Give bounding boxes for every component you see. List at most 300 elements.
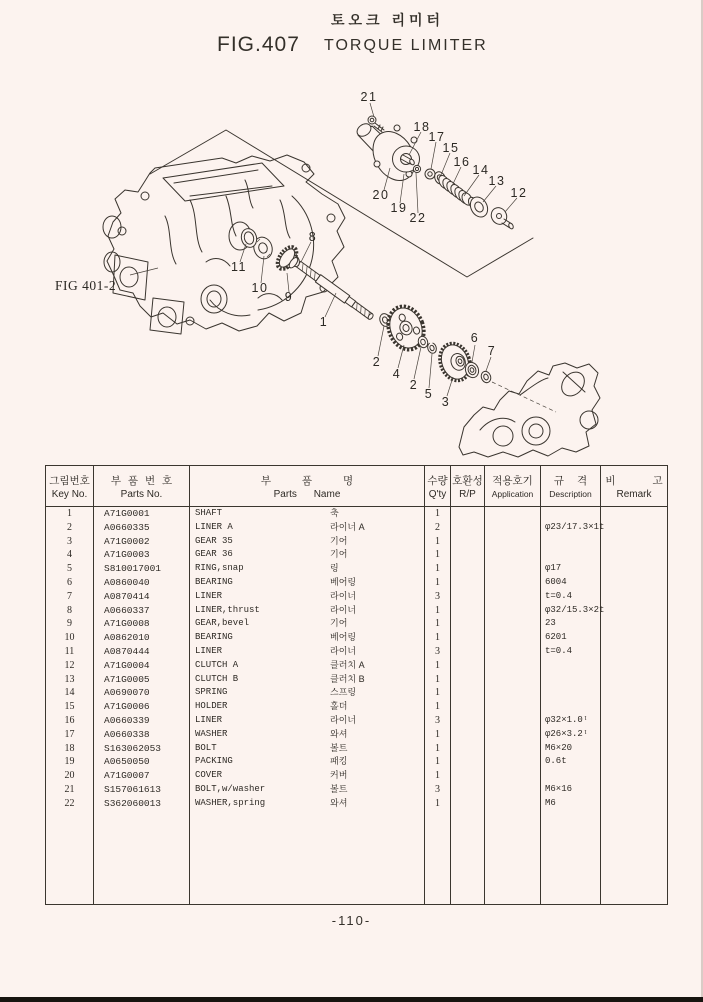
cell-remark [601,769,667,783]
crankcase-fragment-right [459,363,600,457]
cell-application [485,797,541,811]
header-application [485,466,541,506]
parts-table-body [46,507,667,811]
part-name-korean: 와셔 [330,728,348,739]
cell-rp [451,631,485,645]
cell-parts-name [190,562,425,576]
part-name-english: LINER,thrust [195,604,260,615]
cell-qty: 1 [425,755,451,769]
cell-rp [451,700,485,714]
cell-key-no: 18 [46,742,94,756]
cell-description: φ26×3.2ᵗ [541,728,601,742]
part-name-english: SHAFT [195,508,223,518]
cell-application [485,742,541,756]
callout-1: 1 [319,315,329,329]
cell-description: φ17 [541,562,601,576]
header-description [541,466,601,506]
cell-qty: 1 [425,686,451,700]
washer-part22 [413,165,420,172]
header-parts-name-english: Parts Name [273,488,341,500]
cell-application [485,700,541,714]
header-parts-name [190,466,425,506]
cell-remark [601,507,667,521]
cell-parts-name [190,617,425,631]
header-application-english: Application [491,489,534,499]
cell-remark [601,617,667,631]
part-name-korean: 홀더 [330,701,348,712]
part-name-english: LINER [195,645,223,656]
cell-description [541,673,601,687]
callout-10: 10 [251,281,269,295]
callout-13: 13 [488,174,506,188]
cell-parts-name [190,797,425,811]
cell-description: 0.6t [541,755,601,769]
cell-description: t=0.4 [541,590,601,604]
cell-qty: 3 [425,590,451,604]
cell-key-no: 15 [46,700,94,714]
header-description-english: Description [549,489,592,499]
cell-application [485,507,541,521]
header-key-no-korean: 그림번호 [49,474,90,487]
cell-description [541,686,601,700]
header-remark-korean: 비 고 [605,474,663,487]
cell-application [485,576,541,590]
cell-key-no: 12 [46,659,94,673]
part-name-english: WASHER [195,728,228,739]
cell-parts-name [190,755,425,769]
cell-part-no: A71G0007 [94,769,190,783]
cell-remark [601,631,667,645]
cell-rp [451,742,485,756]
cell-rp [451,521,485,535]
table-row [46,673,667,687]
header-qty-korean: 수량 [427,474,448,487]
part-name-korean: 와셔 [330,797,348,808]
cell-part-no: A71G0004 [94,659,190,673]
table-row [46,535,667,549]
cell-description: φ32/15.3×2t [541,604,601,618]
table-row [46,548,667,562]
cell-remark [601,604,667,618]
table-row [46,590,667,604]
cell-key-no: 20 [46,769,94,783]
cell-rp [451,548,485,562]
callout-16: 16 [453,155,471,169]
part-name-english: CLUTCH A [195,659,239,670]
cell-qty: 1 [425,700,451,714]
cell-application [485,535,541,549]
cell-application [485,631,541,645]
parts-table [45,465,668,905]
callout-15: 15 [442,141,460,155]
header-remark-english: Remark [616,488,652,500]
cell-key-no: 4 [46,548,94,562]
cell-application [485,755,541,769]
cell-application [485,590,541,604]
part-name-korean: 볼트 [330,783,348,794]
cell-parts-name [190,631,425,645]
cell-part-no: A0660335 [94,521,190,535]
cell-application [485,548,541,562]
header-rp-korean: 호환성 [452,474,483,487]
cell-rp [451,686,485,700]
cell-key-no: 9 [46,617,94,631]
cell-application [485,604,541,618]
cell-parts-name [190,521,425,535]
cell-rp [451,755,485,769]
cell-parts-name [190,742,425,756]
part-name-english: BEARING [195,632,233,643]
cell-application [485,769,541,783]
cell-key-no: 2 [46,521,94,535]
clutch-part12 [488,205,514,230]
header-qty-english: Q'ty [428,488,447,500]
page-number: -110- [331,913,372,928]
cell-qty: 1 [425,535,451,549]
cell-part-no: A71G0006 [94,700,190,714]
cell-application [485,659,541,673]
figure-reference-label: FIG 401-2 [55,278,117,293]
cell-remark [601,714,667,728]
cell-rp [451,604,485,618]
cell-remark [601,673,667,687]
cell-application [485,728,541,742]
part-name-korean: 클러치 B [330,673,365,684]
table-row [46,742,667,756]
cell-part-no: A0870444 [94,645,190,659]
callout-2b: 2 [409,378,419,392]
part-name-english: SPRING [195,687,228,698]
cell-rp [451,728,485,742]
cell-qty: 1 [425,631,451,645]
cell-application [485,686,541,700]
cell-remark [601,755,667,769]
part-name-korean: 라이너 [330,604,357,615]
table-row [46,576,667,590]
part-name-korean: 기어 [330,535,348,546]
part-name-korean: 축 [330,508,339,518]
gear-part3 [435,339,475,385]
callout-14: 14 [472,163,490,177]
cell-description: φ23/17.3×1t [541,521,601,535]
part-name-korean: 베어링 [330,632,357,643]
cell-description [541,769,601,783]
table-row [46,728,667,742]
cell-remark [601,645,667,659]
cell-part-no: A71G0001 [94,507,190,521]
cell-qty: 1 [425,576,451,590]
header-application-korean: 적용호기 [492,475,533,487]
cell-remark [601,659,667,673]
cell-qty: 3 [425,783,451,797]
cell-parts-name [190,728,425,742]
callout-22: 22 [409,211,427,225]
table-row [46,783,667,797]
header-parts-no-korean: 부 품 번 호 [110,474,173,487]
callout-7: 7 [487,344,497,358]
header-parts-no [94,466,190,506]
part-name-korean: 기어 [330,549,348,560]
cell-parts-name [190,507,425,521]
cell-key-no: 10 [46,631,94,645]
cell-part-no: A71G0002 [94,535,190,549]
cell-parts-name [190,548,425,562]
cell-description: t=0.4 [541,645,601,659]
cell-key-no: 22 [46,797,94,811]
table-row [46,659,667,673]
table-row [46,562,667,576]
part-name-english: COVER [195,770,223,781]
header-description-korean: 규 격 [553,475,588,487]
cell-description: M6 [541,797,601,811]
cell-parts-name [190,659,425,673]
cell-key-no: 3 [46,535,94,549]
cell-application [485,617,541,631]
cell-key-no: 21 [46,783,94,797]
part-name-english: RING,snap [195,563,244,574]
cell-qty: 1 [425,797,451,811]
header-parts-name-korean: 부 품 명 [260,474,354,487]
cell-parts-name [190,783,425,797]
cell-key-no: 17 [46,728,94,742]
callout-17: 17 [428,130,446,144]
part-name-korean: 기어 [330,618,348,629]
part-name-korean: 링 [330,563,339,574]
cell-qty: 1 [425,548,451,562]
cell-rp [451,673,485,687]
cell-part-no: A71G0008 [94,617,190,631]
cell-application [485,562,541,576]
cell-key-no: 16 [46,714,94,728]
cell-parts-name [190,604,425,618]
cell-remark [601,535,667,549]
cell-part-no: A0862010 [94,631,190,645]
cell-remark [601,548,667,562]
part-name-korean: 볼트 [330,742,348,753]
cell-rp [451,797,485,811]
cell-key-no: 5 [46,562,94,576]
liner-part7 [480,370,493,384]
cell-description: M6×16 [541,783,601,797]
cell-rp [451,590,485,604]
cell-qty: 1 [425,507,451,521]
cell-rp [451,507,485,521]
cell-qty: 1 [425,769,451,783]
cell-key-no: 13 [46,673,94,687]
header-key-no [46,466,94,506]
part-name-english: BEARING [195,576,233,587]
cell-parts-name [190,769,425,783]
washer-part17 [425,169,435,179]
table-row [46,797,667,811]
cell-parts-name [190,686,425,700]
part-name-english: BOLT [195,742,217,753]
cell-qty: 2 [425,521,451,535]
part-name-english: WASHER,spring [195,797,266,808]
cell-description [541,535,601,549]
table-row [46,769,667,783]
cell-part-no: A0690070 [94,686,190,700]
header-qty [425,466,451,506]
figure-number: FIG.407 [217,33,300,56]
part-name-korean: 베어링 [330,576,357,587]
part-name-korean: 클러치 A [330,659,365,670]
part-name-english: GEAR 36 [195,549,233,560]
part-name-korean: 스프링 [330,687,357,698]
cell-qty: 3 [425,645,451,659]
cell-part-no: S163062053 [94,742,190,756]
cell-qty: 1 [425,617,451,631]
table-row [46,631,667,645]
part-name-english: BOLT,w/washer [195,783,266,794]
cell-rp [451,617,485,631]
clutch-part13 [467,194,491,220]
cell-parts-name [190,645,425,659]
cell-application [485,521,541,535]
callout-9: 9 [284,290,294,304]
cell-remark [601,562,667,576]
cell-application [485,783,541,797]
cell-part-no: A0870414 [94,590,190,604]
cell-parts-name [190,535,425,549]
cell-qty: 1 [425,659,451,673]
page-edge-bottom [0,997,703,1002]
cell-part-no: A71G0003 [94,548,190,562]
cell-part-no: S157061613 [94,783,190,797]
callout-20: 20 [372,188,390,202]
table-empty-rows [46,811,667,904]
cell-application [485,673,541,687]
table-row [46,604,667,618]
table-row [46,714,667,728]
callout-6: 6 [470,331,480,345]
cell-description: 6201 [541,631,601,645]
cell-description: 6004 [541,576,601,590]
cell-part-no: S810017001 [94,562,190,576]
cell-remark [601,728,667,742]
cell-qty: 1 [425,728,451,742]
table-row [46,507,667,521]
cell-rp [451,562,485,576]
cell-rp [451,645,485,659]
table-row [46,755,667,769]
part-name-korean: 패킹 [330,756,348,767]
header-rp-english: R/P [459,488,476,500]
part-name-korean: 라이너 [330,714,357,725]
cell-description [541,507,601,521]
cell-parts-name [190,700,425,714]
part-name-english: LINER [195,590,223,601]
part-name-korean: 라이너 A [330,521,365,532]
cell-remark [601,590,667,604]
cell-part-no: A0660338 [94,728,190,742]
callout-11: 11 [231,260,247,274]
cell-key-no: 7 [46,590,94,604]
part-name-english: CLUTCH B [195,673,239,684]
cell-remark [601,521,667,535]
cell-rp [451,535,485,549]
part-name-korean: 라이너 [330,590,357,601]
cell-key-no: 1 [46,507,94,521]
cell-part-no: A0860040 [94,576,190,590]
cell-rp [451,769,485,783]
cell-description: M6×20 [541,742,601,756]
cell-remark [601,686,667,700]
header-remark [601,466,667,506]
page-title-korean: 토오크 리미터 [331,12,445,28]
cell-qty: 1 [425,562,451,576]
cell-rp [451,783,485,797]
cell-part-no: S362060013 [94,797,190,811]
cell-description: φ32×1.0ᵗ [541,714,601,728]
cell-description [541,659,601,673]
cell-key-no: 8 [46,604,94,618]
header-key-no-english: Key No. [51,488,88,500]
cell-remark [601,797,667,811]
cell-key-no: 19 [46,755,94,769]
cell-parts-name [190,673,425,687]
cell-application [485,645,541,659]
part-name-english: HOLDER [195,701,228,712]
table-row [46,617,667,631]
cell-remark [601,783,667,797]
cell-part-no: A0660337 [94,604,190,618]
part-name-english: GEAR,bevel [195,618,250,629]
callout-3: 3 [441,395,451,409]
callout-19: 19 [390,201,408,215]
cell-rp [451,576,485,590]
callout-4: 4 [392,367,402,381]
callout-2a: 2 [372,355,382,369]
parts-table-header [46,466,667,507]
cell-key-no: 6 [46,576,94,590]
callout-8: 8 [308,230,318,244]
part-name-korean: 커버 [330,770,348,781]
cell-qty: 1 [425,673,451,687]
cell-parts-name [190,576,425,590]
header-rp [451,466,485,506]
cell-qty: 1 [425,604,451,618]
table-row [46,645,667,659]
cell-description [541,700,601,714]
table-row [46,686,667,700]
cell-part-no: A71G0005 [94,673,190,687]
table-row [46,700,667,714]
cell-application [485,714,541,728]
cell-key-no: 14 [46,686,94,700]
cell-parts-name [190,590,425,604]
cell-rp [451,714,485,728]
part-name-english: LINER [195,714,223,725]
table-row [46,521,667,535]
page-title: TORQUE LIMITER [324,37,488,54]
cell-key-no: 11 [46,645,94,659]
exploded-view-diagram [0,0,703,470]
cell-description [541,548,601,562]
header-parts-no-english: Parts No. [120,488,163,500]
cell-remark [601,576,667,590]
cell-qty: 3 [425,714,451,728]
callout-21: 21 [360,90,378,104]
part-name-korean: 라이너 [330,645,357,656]
callout-5: 5 [424,387,434,401]
crankcase-left [103,155,345,334]
cell-rp [451,659,485,673]
cell-remark [601,742,667,756]
cell-part-no: A0660339 [94,714,190,728]
cell-qty: 1 [425,742,451,756]
cell-part-no: A0650050 [94,755,190,769]
